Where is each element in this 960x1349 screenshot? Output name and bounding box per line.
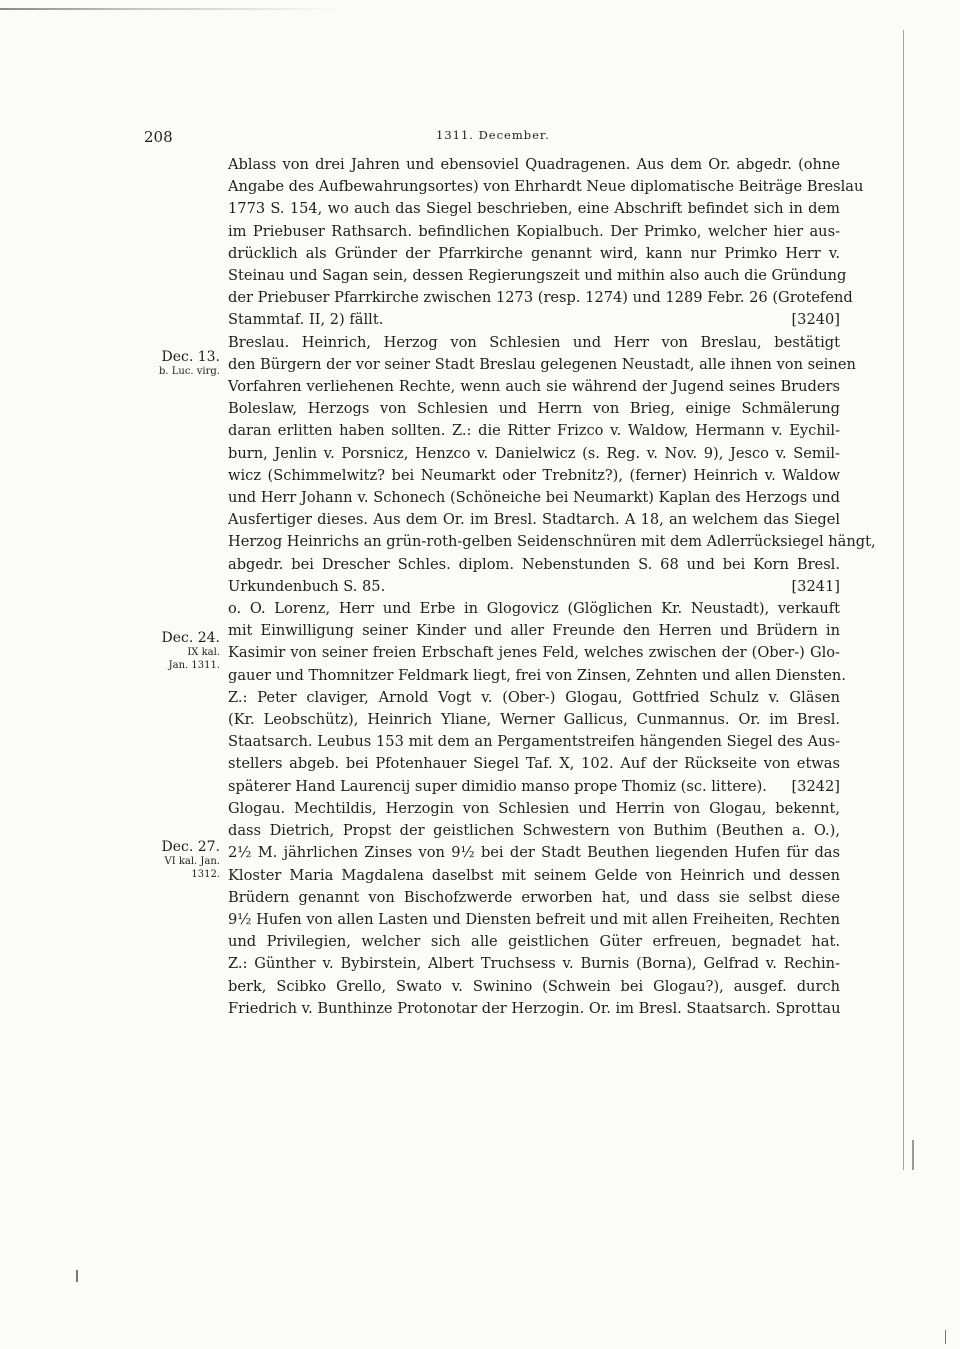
- regest-number: [3242]: [791, 777, 840, 795]
- text-line: Kasimir von seiner freien Erbschaft jenes Feld, welches zwischen der (Ober-) Glo-: [228, 644, 840, 662]
- margin-date-sub: b. Luc. virg.: [158, 366, 220, 377]
- text-line-last: [228, 576, 840, 598]
- text-line: Ausfertiger dieses. Aus dem Or. im Bresl. Stadtarch. A 18, an welchem das Siegel: [228, 511, 840, 529]
- regest-3242: [228, 598, 846, 798]
- regest-number: [3240]: [791, 311, 840, 329]
- scan-edge-mark: [912, 1140, 914, 1170]
- text-line: 2½ M. jährlichen Zinses von 9½ bei der Stadt Beuthen liegenden Hufen für das: [228, 844, 840, 862]
- running-head: 1311. December.: [436, 128, 550, 142]
- text-line-content: Stammtaf. II, 2) fällt.: [228, 311, 384, 329]
- text-line: Brüdern genannt von Bischofzwerde erworben hat, und dass sie selbst diese: [228, 888, 840, 906]
- text-line: Ablass von drei Jahren und ebensoviel Quadragenen. Aus dem Or. abgedr. (ohne: [228, 156, 840, 173]
- regest-3243: [228, 798, 840, 1020]
- margin-date-main: Dec. 24.: [161, 630, 220, 646]
- text-line-last: [228, 309, 840, 331]
- text-line: Z.: Peter claviger, Arnold Vogt v. (Ober-) Glogau, Gottfried Schulz v. Gläsen: [228, 688, 840, 706]
- scan-speck: [76, 1270, 78, 1282]
- scan-edge-top: [0, 8, 340, 10]
- margin-date-3241: [140, 349, 220, 378]
- text-line: Glogau. Mechtildis, Herzogin von Schlesien und Herrin von Glogau, bekennt,: [228, 799, 840, 817]
- regest-number: [3241]: [791, 577, 840, 595]
- scan-edge-right: [903, 30, 904, 1170]
- text-line: Boleslaw, Herzogs von Schlesien und Herrn von Brieg, einige Schmälerung: [228, 400, 840, 418]
- text-line: dass Dietrich, Propst der geistlichen Schwestern von Buthim (Beuthen a. O.),: [228, 822, 840, 840]
- text-line: und Herr Johann v. Schonech (Schöneiche bei Neumarkt) Kaplan des Herzogs und: [228, 489, 840, 507]
- text-line: (Kr. Leobschütz), Heinrich Yliane, Werner Gallicus, Cunmannus. Or. im Bresl.: [228, 711, 840, 729]
- margin-date-sub: 1312.: [191, 869, 220, 880]
- text-line: wicz (Schimmelwitz? bei Neumarkt oder Trebnitz?), (ferner) Heinrich v. Waldow: [228, 466, 840, 484]
- text-line-content: Urkundenbuch S. 85.: [228, 577, 386, 595]
- text-line: burn, Jenlin v. Porsnicz, Henzco v. Danielwicz (s. Reg. v. Nov. 9), Jesco v. Semil-: [228, 444, 840, 462]
- margin-date-3243: [140, 839, 220, 881]
- text-line: berk, Scibko Grello, Swato v. Swinino (Schwein bei Glogau?), ausgef. durch: [228, 977, 840, 995]
- text-line: drücklich als Gründer der Pfarrkirche genannt wird, kann nur Primko Herr v.: [228, 244, 840, 262]
- text-line: im Priebuser Rathsarch. befindlichen Kopialbuch. Der Primko, welcher hier aus-: [228, 222, 840, 240]
- text-line: gauer und Thomnitzer Feldmark liegt, frei von Zinsen, Zehnten und allen Diensten.: [228, 666, 846, 684]
- text-line: und Privilegien, welcher sich alle geistlichen Güter erfreuen, begnadet hat.: [228, 933, 840, 951]
- text-line: Friedrich v. Bunthinze Protonotar der Herzogin. Or. im Bresl. Staatsarch. Sprottau: [228, 999, 841, 1017]
- text-line: Kloster Maria Magdalena daselbst mit seinem Gelde von Heinrich und dessen: [228, 866, 840, 884]
- text-line: Angabe des Aufbewahrungsortes) von Ehrhardt Neue diplomatische Beiträge Breslau: [228, 178, 864, 196]
- text-line: Breslau. Heinrich, Herzog von Schlesien und Herr von Breslau, bestätigt: [228, 333, 840, 351]
- page-number: 208: [144, 128, 173, 146]
- text-line: den Bürgern der vor seiner Stadt Breslau gelegenen Neustadt, alle ihnen von seinen: [228, 355, 856, 373]
- text-line: Steinau und Sagan sein, dessen Regierungszeit und mithin also auch die Gründung: [228, 267, 847, 285]
- margin-date-main: Dec. 13.: [161, 349, 220, 365]
- text-line: Staatsarch. Leubus 153 mit dem an Pergamentstreifen hängenden Siegel des Aus-: [228, 733, 840, 751]
- text-line: o. O. Lorenz, Herr und Erbe in Glogovicz (Glöglichen Kr. Neustadt), verkauft: [228, 600, 840, 618]
- document-body: [228, 154, 876, 1020]
- text-line: abgedr. bei Drescher Schles. diplom. Nebenstunden S. 68 und bei Korn Bresl.: [228, 555, 840, 573]
- text-line-content: späterer Hand Laurencij super dimidio manso prope Thomiz (sc. littere).: [228, 777, 767, 795]
- text-line: stellers abgeb. bei Pfotenhauer Siegel Taf. X, 102. Auf der Rückseite von etwas: [228, 755, 840, 773]
- text-line: Herzog Heinrichs an grün-roth-gelben Seidenschnüren mit dem Adlerrücksiegel hängt,: [228, 533, 876, 551]
- scan-speck: [945, 1330, 946, 1344]
- margin-date-sub: Jan. 1311.: [168, 660, 220, 671]
- text-line: Z.: Günther v. Bybirstein, Albert Truchsess v. Burnis (Borna), Gelfrad v. Rechin-: [228, 955, 840, 973]
- text-line: 9½ Hufen von allen Lasten und Diensten befreit und mit allen Freiheiten, Rechten: [228, 910, 840, 928]
- margin-date-sub: VI kal. Jan.: [164, 856, 220, 867]
- text-line: der Priebuser Pfarrkirche zwischen 1273 (resp. 1274) und 1289 Febr. 26 (Grotefend: [228, 289, 853, 307]
- margin-date-main: Dec. 27.: [161, 839, 220, 855]
- regest-3241: [228, 332, 876, 598]
- text-line: daran erlitten haben sollten. Z.: die Ritter Frizco v. Waldow, Hermann v. Eychil-: [228, 422, 840, 440]
- regest-3240-continuation: [228, 154, 864, 332]
- margin-date-3242: [140, 630, 220, 672]
- margin-date-sub: IX kal.: [187, 647, 220, 658]
- text-line: mit Einwilligung seiner Kinder und aller Freunde den Herren und Brüdern in: [228, 622, 840, 640]
- text-line: Vorfahren verliehenen Rechte, wenn auch sie während der Jugend seines Bruders: [228, 378, 840, 396]
- text-line-last: [228, 776, 840, 798]
- text-line: 1773 S. 154, wo auch das Siegel beschrieben, eine Abschrift befindet sich in dem: [228, 200, 840, 218]
